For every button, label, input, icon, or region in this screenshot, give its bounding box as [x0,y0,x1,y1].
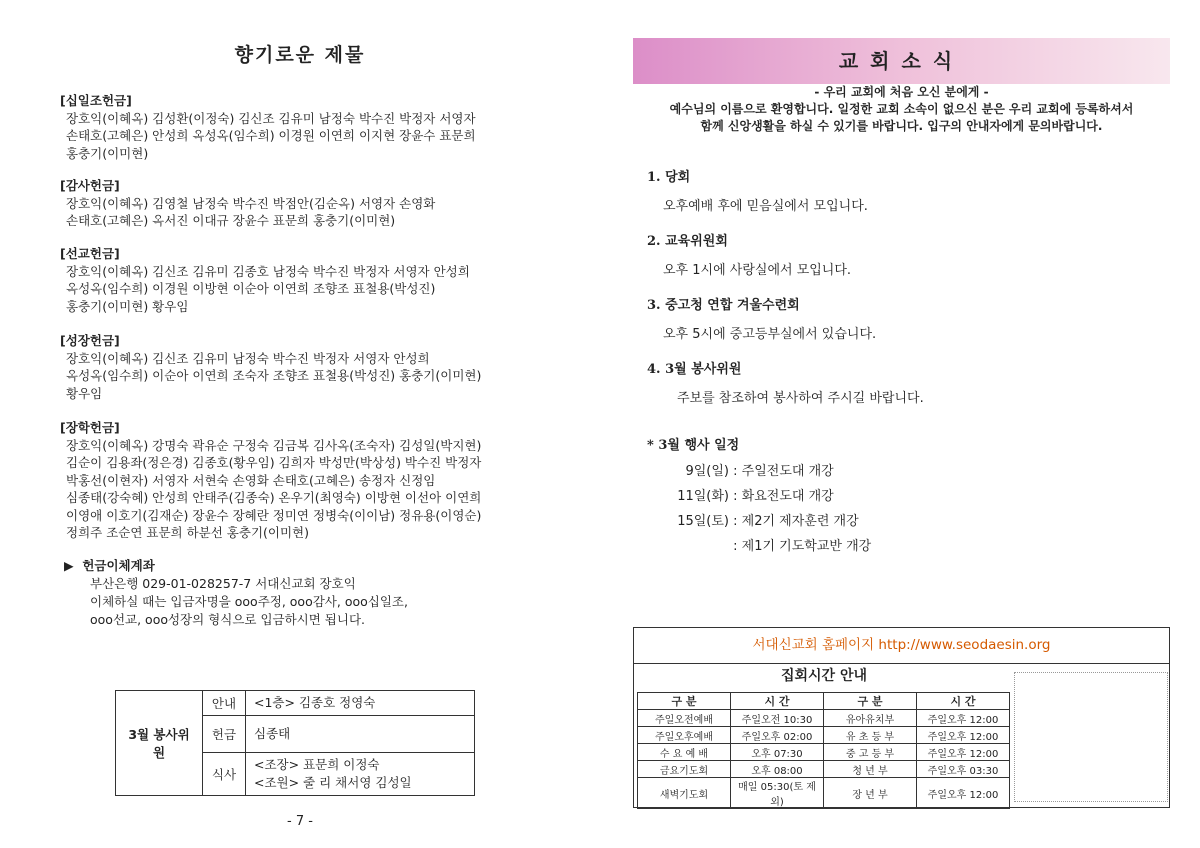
offering-heading: [선교헌금] [60,246,120,261]
bank-instruction-line: 이체하실 때는 입금자명을 ooo주정, ooo감사, ooo십일조, [90,594,408,609]
news-body: 오후 5시에 중고등부실에서 있습니다. [663,327,877,342]
news-heading: 1. 당회 [647,170,691,185]
homepage-link[interactable]: 서대신교회 홈페이지 http://www.seodaesin.org [634,628,1169,664]
offering-names: 김순이 김용좌(정은경) 김종호(황우임) 김희자 박성만(박상성) 박수진 박정자 [66,455,482,470]
offering-names: 장호익(이혜옥) 김영철 남정숙 박수진 박점안(김순옥) 서영자 손영화 [66,195,436,211]
offering-names: 장호익(이혜옥) 김신조 김유미 김종호 남정숙 박수진 박정자 서영자 안성희 [66,263,470,279]
bank-heading-text: 헌금이체계좌 [82,558,155,573]
table-cell: 장 년 부 [824,778,917,809]
news-body: 주보를 참조하여 봉사하여 주시길 바랍니다. [677,391,924,406]
offering-section-tithe [60,92,540,162]
news-heading: 4. 3월 봉사위원 [647,362,742,377]
volunteer-category: 헌금 [203,716,246,753]
schedule-event: : 제2기 제자훈련 개강 [733,514,859,529]
offering-section-scholarship [60,419,540,542]
offering-names: 옥성옥(임수희) 이순아 이연희 조숙자 조향조 표철용(박성진) 홍충기(이미현) [66,368,482,383]
meeting-times-title: 집회시간 안내 [780,668,868,684]
table-row [638,778,1010,809]
news-body: 오후 1시에 사랑실에서 모입니다. [663,263,852,278]
meeting-times-table [637,692,1010,809]
schedule-event: : 주일전도대 개강 [733,464,834,479]
news-item [647,230,1167,278]
schedule-event: : 제1기 기도학교반 개강 [733,539,872,554]
table-row [638,761,1010,778]
meeting-table-header [638,693,1010,710]
column-header: 시 간 [731,693,824,710]
table-cell: 주일오후 12:00 [917,710,1010,727]
table-cell: 주일오후 03:30 [917,761,1010,778]
offering-title: 향기로운 제물 [234,44,366,66]
table-row [638,744,1010,761]
offering-section-thanks [60,177,540,230]
table-cell: 주일오후 02:00 [731,727,824,744]
offering-names: 이영애 이호기(김재순) 장윤수 장혜란 정미연 정병숙(이이남) 정유용(이영순) [66,507,482,523]
offering-names: 박홍선(이현자) 서영자 서현숙 손영화 손태호(고혜은) 송정자 신정임 [66,472,436,488]
table-cell: 유 초 등 부 [824,727,917,744]
offering-names: 장호익(이혜옥) 김성환(이정숙) 김신조 김유미 남정숙 박수진 박정자 서영자 [66,110,476,126]
table-cell: 주일오후예배 [638,727,731,744]
table-cell: 주일오후 12:00 [917,727,1010,744]
table-cell: 주일오후 12:00 [917,744,1010,761]
table-cell: 오후 08:00 [731,761,824,778]
table-cell: 새벽기도회 [638,778,731,809]
news-item [647,294,1167,342]
volunteer-line: <조원> 줄 리 채서영 김성일 [254,775,412,790]
bank-account-line: 부산은행 029-01-028257-7 서대신교회 장호익 [90,576,356,591]
welcome-subtitle: - 우리 교회에 처음 오신 분에게 - [814,85,989,99]
table-cell: 주일오후 12:00 [917,778,1010,809]
table-cell: 매일 05:30(토 제외) [731,778,824,809]
right-page [600,0,1200,848]
bank-instruction-line: ooo선교, ooo성장의 형식으로 입금하시면 됩니다. [90,612,366,627]
schedule-row [647,484,871,509]
table-cell: 주일오전 10:30 [731,710,824,727]
schedule-heading: * 3월 행사 일정 [647,438,740,453]
volunteer-line: <1층> 김종호 정영숙 [254,695,376,710]
offering-names: 장호익(이혜옥) 김신조 김유미 남정숙 박수진 박정자 서영자 안성희 [66,350,430,366]
news-heading: 3. 중고청 연합 겨울수련회 [647,298,800,313]
offering-names: 장호익(이혜옥) 강명숙 곽유순 구정숙 김금복 김사옥(조숙자) 김성일(박지현) [66,437,482,453]
photo-placeholder [1014,672,1168,802]
volunteer-table [115,690,475,796]
schedule-date: 15일(토) [677,514,729,529]
table-cell: 중 고 등 부 [824,744,917,761]
church-info-box [633,627,1170,808]
offering-names: 손태호(고혜은) 안성희 옥성옥(임수희) 이경원 이연희 이지현 장윤수 표문희 [66,128,476,143]
table-row [638,727,1010,744]
column-header: 시 간 [917,693,1010,710]
schedule-row [647,509,871,534]
volunteer-names [246,716,475,753]
offering-section-growth [60,332,540,402]
table-row [638,710,1010,727]
volunteer-line: 심종태 [254,726,291,741]
offering-names: 홍충기(이미현) 황우임 [66,298,189,314]
table-cell: 청 년 부 [824,761,917,778]
offering-section-mission [60,245,540,315]
column-header: 구 분 [638,693,731,710]
volunteer-table-label: 3월 봉사위원 [116,691,203,796]
schedule-event: : 화요전도대 개강 [733,489,834,504]
offering-heading: [십일조헌금] [60,93,132,108]
offering-heading: [장학헌금] [60,420,120,435]
page-number: - 7 - [287,814,313,829]
schedule-row [647,459,871,484]
offering-names: 황우임 [66,385,103,401]
offering-names: 정희주 조순연 표문희 하분선 홍충기(이미현) [66,525,309,540]
schedule-date: 9일(일) [685,464,729,479]
table-cell: 수 요 예 배 [638,744,731,761]
offering-names: 옥성옥(임수희) 이경원 이방현 이순아 이연희 조향조 표철용(박성진) [66,281,436,296]
offering-names: 손태호(고혜은) 옥서진 이대규 장윤수 표문희 홍충기(이미현) [66,213,396,228]
news-item [647,166,1167,214]
welcome-line: 예수님의 이름으로 환영합니다. 일정한 교회 소속이 없으신 분은 우리 교회에 등록하셔서 [669,102,1134,116]
column-header: 구 분 [824,693,917,710]
triangle-bullet-icon: ▶ [64,558,83,573]
offering-names: 심종태(강숙혜) 안성희 안태주(김종숙) 온우기(최영숙) 이방현 이선아 이연희 [66,490,482,505]
church-news-banner: 교회소식 [633,38,1170,84]
table-cell: 금요기도회 [638,761,731,778]
schedule-date: 11일(화) [677,489,729,504]
offering-heading: [성장헌금] [60,333,120,348]
volunteer-category: 식사 [203,753,246,796]
march-schedule [647,434,871,559]
schedule-row [647,534,871,559]
volunteer-names [246,691,475,716]
news-heading: 2. 교육위원회 [647,234,728,249]
volunteer-line: <조장> 표문희 이정숙 [254,757,380,772]
volunteer-names [246,753,475,796]
bank-heading [64,557,408,575]
offering-heading: [감사헌금] [60,178,120,193]
welcome-message [633,84,1170,135]
table-cell: 오후 07:30 [731,744,824,761]
volunteer-category: 안내 [203,691,246,716]
news-body: 오후예배 후에 믿음실에서 모입니다. [663,199,868,214]
news-item [647,358,1167,406]
table-cell: 주일오전예배 [638,710,731,727]
welcome-line: 함께 신앙생활을 하실 수 있기를 바랍니다. 입구의 안내자에게 문의바랍니다. [700,119,1103,133]
table-cell: 유아유치부 [824,710,917,727]
offering-names: 홍충기(이미현) [66,145,149,161]
bank-account-section [64,557,408,629]
